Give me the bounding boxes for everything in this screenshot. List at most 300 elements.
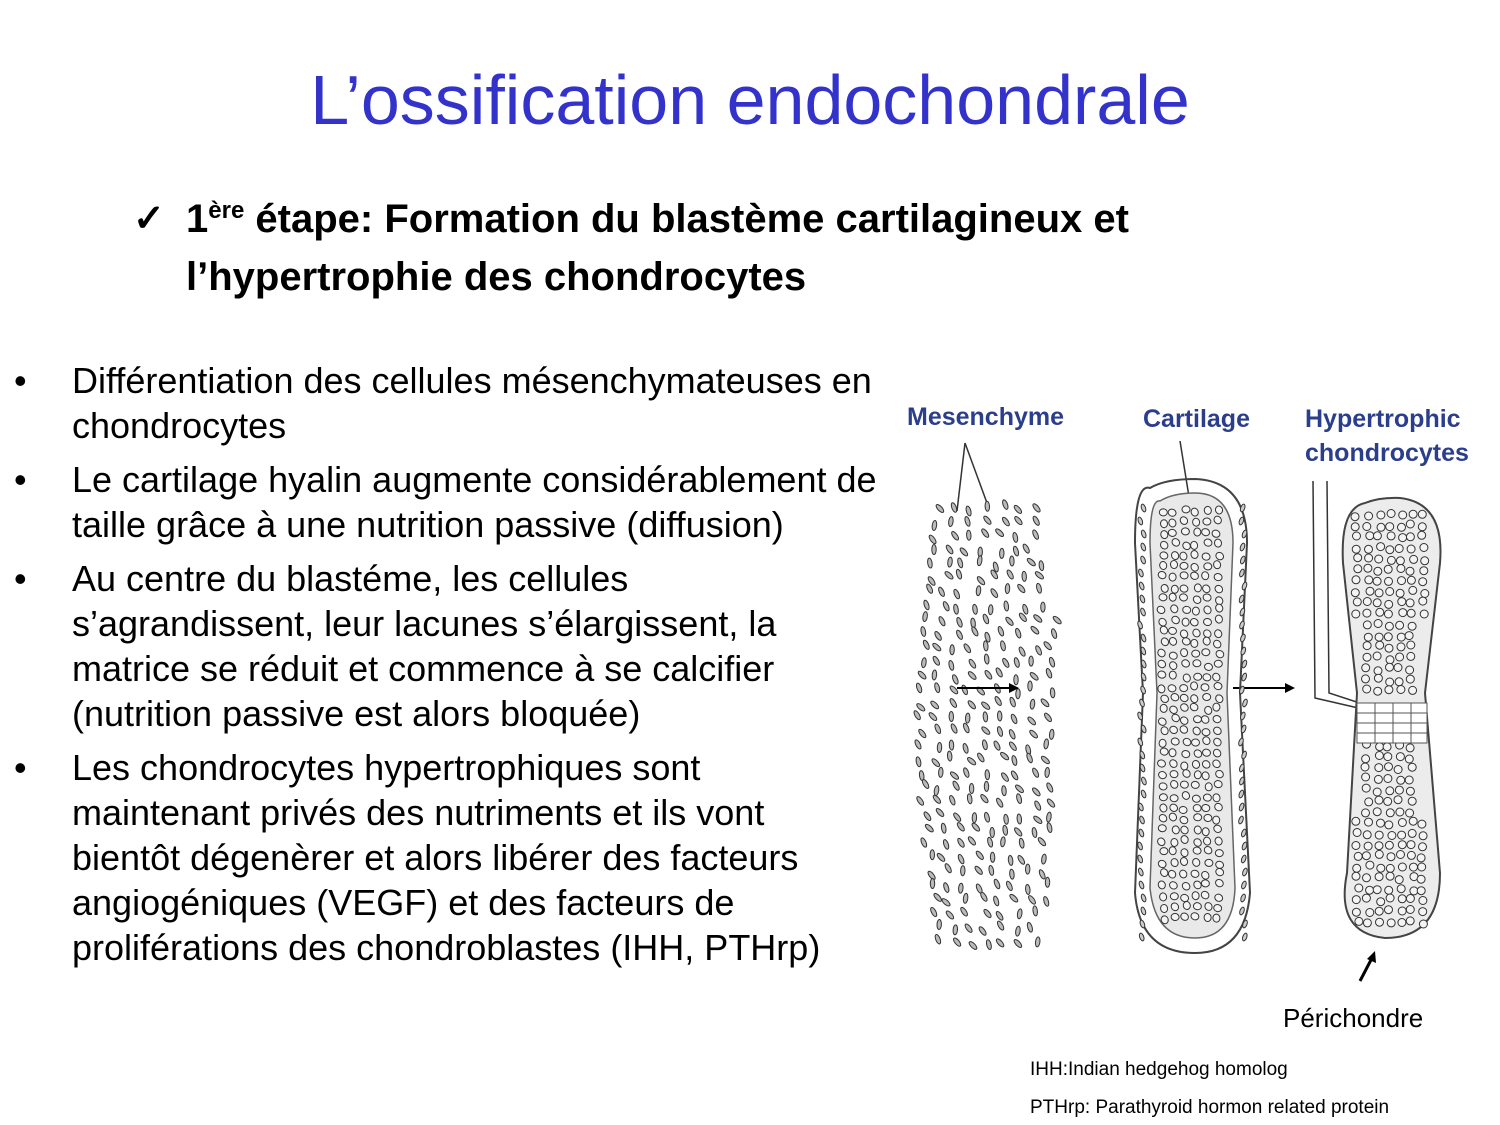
cell: [980, 793, 990, 803]
cell: [986, 939, 993, 950]
cell: [1046, 822, 1053, 833]
cell: [1193, 659, 1202, 667]
cell: [1363, 685, 1371, 693]
cell: [956, 837, 965, 848]
cell: [1394, 766, 1402, 774]
cell: [1386, 588, 1394, 596]
cell: [1240, 855, 1246, 864]
cell: [1201, 879, 1210, 887]
cell: [1407, 841, 1415, 849]
cell: [1384, 753, 1392, 761]
cell: [927, 558, 933, 569]
cell: [1377, 543, 1385, 551]
cell: [1355, 884, 1363, 892]
cell: [980, 701, 990, 711]
cell: [1239, 907, 1245, 916]
cell: [1419, 920, 1427, 928]
mesenchyme-cells: [913, 499, 1063, 950]
cell: [983, 515, 993, 525]
cell: [948, 660, 955, 671]
cell: [1043, 641, 1053, 651]
cell: [1406, 533, 1414, 541]
cell: [972, 604, 978, 615]
cell: [1013, 657, 1020, 668]
cell: [1388, 832, 1396, 840]
slide-title: L’ossification endochondrale: [310, 61, 1190, 139]
cell: [1051, 628, 1058, 639]
cell: [1001, 786, 1006, 796]
cell: [1362, 852, 1370, 860]
cell: [1140, 907, 1146, 916]
cell: [915, 682, 922, 693]
cell: [1397, 643, 1405, 651]
cell: [959, 547, 969, 557]
cell: [1012, 532, 1018, 543]
cell: [1351, 589, 1359, 597]
cell: [1394, 664, 1402, 672]
cell: [932, 670, 937, 680]
cell: [1138, 881, 1144, 890]
cell: [1194, 814, 1202, 821]
cell: [1375, 589, 1383, 597]
cell: [1375, 633, 1383, 641]
cell: [1017, 909, 1023, 920]
cell: [1353, 864, 1361, 872]
cell: [1139, 920, 1145, 929]
cell: [1241, 582, 1247, 591]
cell: [1377, 523, 1385, 531]
cell: [948, 516, 954, 526]
cell: [1351, 523, 1359, 531]
cell: [1194, 584, 1202, 593]
cell: [995, 667, 1004, 678]
cell: [995, 938, 1005, 948]
cell: [971, 822, 981, 832]
cell: [956, 617, 964, 628]
cell: [1406, 599, 1414, 607]
cell: [1013, 504, 1023, 514]
cell: [1409, 586, 1417, 594]
cell: [1398, 819, 1406, 827]
cell: [1375, 831, 1383, 839]
cell: [1384, 565, 1392, 573]
cell: [1362, 809, 1370, 817]
label-cartilage: Cartilage: [1143, 405, 1250, 433]
cell: [988, 865, 994, 876]
cell: [923, 600, 930, 611]
cell: [1241, 829, 1247, 838]
cell: [1029, 656, 1033, 666]
cell: [1408, 763, 1416, 771]
cell: [937, 586, 945, 597]
cell: [999, 751, 1009, 761]
cell: [1003, 601, 1009, 612]
cell: [1031, 827, 1037, 838]
cell: [1395, 545, 1403, 553]
cell: [1025, 884, 1030, 894]
cell: [1139, 816, 1145, 825]
cell: [1377, 898, 1385, 906]
cell: [938, 616, 946, 627]
cell: [932, 520, 938, 531]
cell: [1396, 557, 1404, 565]
cell: [1045, 668, 1053, 679]
cell: [1160, 848, 1168, 855]
cell: [1213, 914, 1221, 923]
cell: [1374, 687, 1382, 695]
checkmark-icon: ✓: [133, 198, 165, 240]
cell: [1002, 499, 1010, 510]
cell: [1420, 544, 1428, 552]
cell: [961, 684, 969, 695]
cell: [921, 657, 927, 668]
cell: [1373, 577, 1381, 585]
cell: [1137, 842, 1143, 851]
cell: [1398, 863, 1406, 871]
cell: [1385, 600, 1393, 608]
cell: [962, 743, 969, 754]
cell: [995, 910, 1004, 921]
bullet-item: [0, 556, 880, 736]
cell: [1385, 821, 1393, 829]
cell: [1376, 608, 1384, 616]
step-number: 1: [186, 197, 209, 241]
cell: [942, 601, 950, 612]
cell: [1351, 513, 1359, 521]
cell: [914, 739, 922, 750]
cell: [1376, 743, 1384, 751]
cell: [1049, 729, 1054, 739]
cell: [1419, 843, 1427, 851]
cell: [1395, 786, 1403, 794]
cell: [1387, 556, 1395, 564]
cell: [1170, 794, 1179, 802]
bullet-icon: •: [14, 747, 27, 788]
cell: [1138, 569, 1144, 578]
cell: [1407, 576, 1415, 584]
cell: [1365, 798, 1373, 806]
cell: [1170, 893, 1178, 900]
cell: [1406, 809, 1414, 817]
cell: [963, 893, 969, 903]
cell: [966, 530, 971, 540]
cell: [1364, 842, 1372, 850]
cell: [1363, 642, 1371, 650]
cell: [1386, 872, 1394, 880]
cell: [928, 534, 937, 545]
cell: [1377, 511, 1385, 519]
cell: [1365, 512, 1373, 520]
cell: [1385, 622, 1393, 630]
cell: [988, 605, 993, 615]
cell: [1398, 841, 1406, 849]
cell: [984, 669, 993, 680]
cell: [1204, 913, 1212, 922]
cell: [1238, 517, 1244, 526]
bullet-icon: •: [14, 360, 27, 401]
cell: [984, 812, 991, 823]
cell: [958, 883, 963, 893]
cell: [1366, 532, 1374, 540]
cell: [1240, 634, 1246, 643]
cell: [932, 642, 942, 652]
label-chondrocytes: chondrocytes: [1305, 439, 1469, 467]
cell: [1420, 567, 1428, 575]
cell: [1418, 523, 1426, 531]
cell: [1022, 604, 1029, 615]
cell: [1046, 798, 1056, 808]
cell: [1032, 503, 1042, 514]
cell: [915, 756, 921, 767]
cell: [934, 723, 942, 734]
cell: [949, 740, 954, 750]
cell: [949, 698, 958, 709]
cell: [965, 506, 972, 517]
cell: [1397, 686, 1405, 694]
label-mesenchyme: Mesenchyme: [907, 403, 1065, 431]
cell: [1006, 569, 1015, 580]
cell: [1387, 532, 1395, 540]
cell: [929, 907, 938, 918]
cell: [913, 710, 922, 721]
cell: [1179, 684, 1188, 692]
cell: [921, 779, 930, 790]
cell: [1202, 648, 1210, 655]
cell: [960, 866, 965, 876]
cell: [1017, 855, 1026, 866]
cell: [1017, 814, 1022, 824]
cell: [1001, 516, 1010, 527]
cell: [1010, 556, 1015, 566]
mesenchyme-pointer: [957, 443, 965, 511]
cell: [1202, 828, 1209, 836]
cell: [1421, 590, 1429, 598]
step-heading: [186, 190, 1436, 306]
cell: [916, 796, 925, 807]
cell: [1009, 893, 1019, 903]
cell: [1043, 712, 1053, 723]
cell: [1397, 633, 1405, 641]
cell: [937, 919, 942, 929]
cell: [1353, 532, 1361, 540]
cell: [1408, 622, 1416, 630]
cell: [1008, 729, 1016, 740]
cell: [1395, 876, 1403, 884]
cell: [1366, 861, 1374, 869]
cell: [1375, 752, 1383, 760]
cell: [1396, 753, 1404, 761]
cell: [1387, 919, 1395, 927]
cell: [1407, 545, 1415, 553]
cell: [1029, 671, 1039, 681]
cell: [1215, 849, 1223, 857]
cell: [1406, 895, 1414, 903]
cell: [1375, 907, 1383, 915]
bullet-item: [0, 358, 880, 448]
cell: [1352, 817, 1360, 825]
cell: [1005, 880, 1013, 891]
cell: [1375, 850, 1383, 858]
cell: [932, 545, 936, 555]
cell: [949, 711, 954, 721]
cell: [982, 614, 990, 625]
cell: [1385, 577, 1393, 585]
cell: [1418, 863, 1426, 871]
cell: [1033, 614, 1043, 624]
cell: [1397, 851, 1405, 859]
cell: [1417, 875, 1425, 883]
cell: [982, 739, 988, 750]
cell: [923, 811, 932, 822]
label-hypertrophic: Hypertrophic: [1305, 405, 1461, 433]
cell: [1038, 869, 1046, 880]
cell: [1385, 644, 1393, 652]
cell: [1363, 874, 1371, 882]
bullet-text: Différentiation des cellules mésenchymateuses en chondrocytes: [72, 360, 872, 446]
cell: [994, 696, 1003, 707]
cell: [930, 879, 934, 889]
cell: [1398, 907, 1406, 915]
cell: [1159, 794, 1167, 801]
cell: [1374, 567, 1382, 575]
cell: [1030, 625, 1040, 635]
cell: [1016, 793, 1023, 804]
cell: [1241, 881, 1247, 890]
cell: [1419, 908, 1427, 916]
bullet-text: Les chondrocytes hypertrophiques sont maintenant privés des nutriments et ils vont bientôt dégenèrer et alors libérer des facteurs angiogéniques (VEGF) et des facteurs de proliférations des chondroblastes (IHH, PTHrp): [72, 747, 821, 968]
cell: [1238, 803, 1244, 812]
cell: [935, 503, 945, 513]
cell: [922, 639, 930, 650]
step-text-line1: étape: Formation du blastème cartilagineux et: [244, 197, 1129, 241]
cell: [981, 726, 991, 736]
cell: [996, 726, 1003, 737]
cell: [1159, 739, 1166, 747]
cell: [933, 892, 943, 902]
cell: [1160, 704, 1168, 712]
cell: [1240, 894, 1246, 903]
cell: [1138, 868, 1144, 877]
cell: [974, 865, 984, 875]
cell: [1375, 764, 1383, 772]
cell: [953, 589, 961, 600]
cell: [1010, 713, 1018, 724]
cell: [1241, 842, 1247, 851]
cell: [1140, 556, 1146, 565]
cell: [1013, 515, 1023, 525]
cell: [1375, 873, 1383, 881]
cell: [983, 712, 988, 722]
cell: [1407, 641, 1415, 649]
cell: [920, 626, 926, 637]
cell: [1365, 576, 1373, 584]
cell: [1141, 777, 1147, 786]
cell: [1026, 922, 1033, 933]
cell: [1373, 532, 1381, 540]
cell: [1419, 832, 1427, 840]
cell: [1410, 887, 1418, 895]
cell: [1137, 517, 1143, 526]
cell: [1373, 652, 1381, 660]
cell: [1354, 852, 1362, 860]
cell: [1366, 886, 1374, 894]
cell: [932, 794, 942, 804]
cell: [1013, 827, 1023, 837]
cell: [1363, 609, 1371, 617]
cell: [1354, 554, 1362, 562]
cell: [1409, 510, 1417, 518]
cell: [1420, 610, 1428, 618]
cell: [1171, 585, 1178, 593]
cell: [1364, 564, 1372, 572]
cell: [1363, 653, 1371, 661]
cell: [1140, 543, 1146, 552]
cell: [1352, 610, 1360, 618]
cell: [1140, 530, 1146, 539]
cell: [950, 645, 955, 655]
cell: [1040, 698, 1050, 708]
cell: [1376, 641, 1384, 649]
cell: [1005, 616, 1015, 626]
cell: [1399, 609, 1407, 617]
cell: [1362, 773, 1370, 781]
cell: [985, 501, 990, 511]
cell: [1419, 897, 1427, 905]
cell: [1417, 887, 1425, 895]
cell: [1373, 788, 1381, 796]
cell: [1384, 797, 1392, 805]
cell: [1213, 816, 1220, 824]
cell: [1140, 608, 1146, 617]
cell: [978, 926, 988, 937]
cell: [1027, 895, 1036, 906]
cell: [1352, 896, 1360, 904]
cell: [984, 654, 990, 664]
perichondre-label: Périchondre: [1283, 1003, 1424, 1033]
cell: [1241, 751, 1247, 760]
cell: [1193, 528, 1201, 537]
cell: [1405, 632, 1413, 640]
cell: [1373, 886, 1381, 894]
cell: [1362, 894, 1370, 902]
cell: [1385, 841, 1393, 849]
cell: [956, 821, 966, 832]
cell: [962, 723, 970, 734]
cell: [1022, 543, 1031, 554]
cell: [1039, 560, 1045, 571]
cell: [1408, 797, 1416, 805]
cell: [1363, 523, 1371, 531]
cell: [1398, 895, 1406, 903]
cell: [1385, 763, 1393, 771]
cell: [995, 797, 1004, 808]
cell: [1417, 854, 1425, 862]
cell: [1001, 657, 1010, 668]
cell: [930, 700, 940, 710]
cell: [1397, 776, 1405, 784]
cell: [1034, 570, 1044, 580]
cell: [1000, 837, 1006, 847]
cell: [949, 685, 959, 695]
cell: [959, 906, 968, 917]
cell: [1025, 864, 1030, 874]
cell: [993, 896, 1000, 907]
cell: [1138, 582, 1144, 591]
cell: [943, 882, 950, 893]
cell: [1027, 716, 1037, 726]
cell: [1137, 738, 1143, 747]
cell: [1040, 755, 1050, 765]
